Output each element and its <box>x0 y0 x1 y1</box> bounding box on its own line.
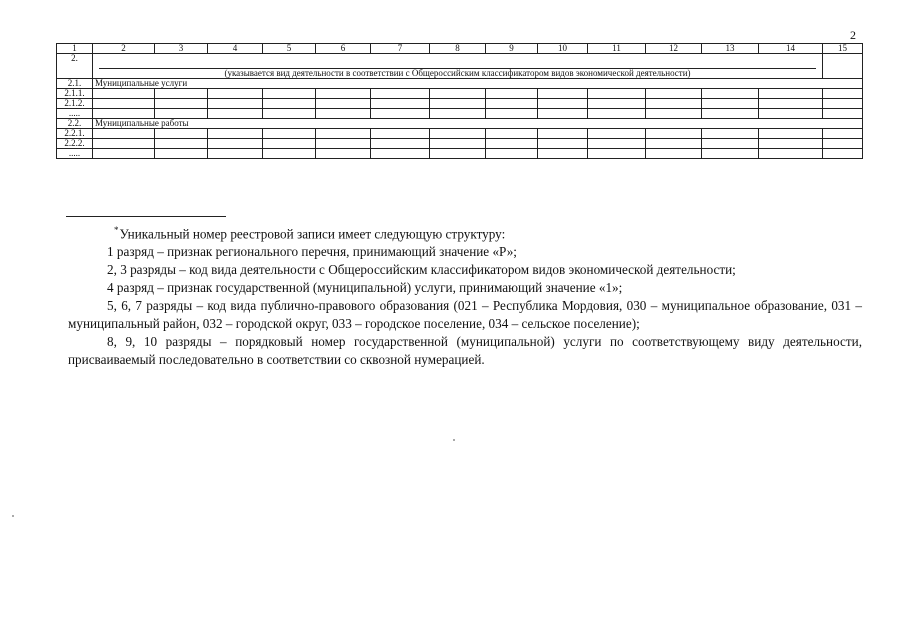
footnote-intro: *Уникальный номер реестровой записи имеет следующую структуру: <box>114 225 506 242</box>
table-cell <box>823 54 863 79</box>
header-cell: 11 <box>588 44 646 54</box>
section-label: Муниципальные работы <box>93 119 863 129</box>
header-cell: 6 <box>316 44 371 54</box>
footnote-marker: * <box>114 225 119 235</box>
header-cell: 1 <box>57 44 93 54</box>
row-number: ..... <box>57 149 93 159</box>
table-row <box>57 139 863 149</box>
scan-speck <box>453 439 455 441</box>
row-number: 2.1.1. <box>57 89 93 99</box>
row-number: 2.2.2. <box>57 139 93 149</box>
header-cell: 3 <box>155 44 208 54</box>
table-row <box>57 129 863 139</box>
header-cell: 2 <box>93 44 155 54</box>
page-number: 2 <box>850 28 856 42</box>
table-row <box>57 89 863 99</box>
row-number: ..... <box>57 109 93 119</box>
footnote-paragraph: 4 разряд – признак государственной (муниципальной) услуги, принимающий значение «1»; <box>107 280 623 296</box>
activity-type-note: (указывается вид деятельности в соответствии с Общероссийским классификатором видов экономической деятельности) <box>224 68 691 78</box>
row-number: 2.1.2. <box>57 99 93 109</box>
footnote-paragraph: 5, 6, 7 разряды – код вида публично-правового образования (021 – Республика Мордовия, 030 – муниципальное образование, 031 – муниципальный район, 032 – городской округ, 033 – городское поселение, 034 – сельское поселение); <box>68 298 862 332</box>
row-number: 2.2.1. <box>57 129 93 139</box>
row-number: 2.1. <box>57 79 93 89</box>
activity-type-note-cell <box>93 54 823 79</box>
table-row <box>57 149 863 159</box>
header-cell: 14 <box>759 44 823 54</box>
header-cell: 15 <box>823 44 863 54</box>
header-cell: 13 <box>702 44 759 54</box>
header-cell: 9 <box>486 44 538 54</box>
table-row-2-1 <box>57 79 863 89</box>
row-number: 2. <box>57 54 93 79</box>
header-cell: 7 <box>371 44 430 54</box>
table-row-2-2 <box>57 119 863 129</box>
header-cell: 10 <box>538 44 588 54</box>
services-table <box>56 43 863 159</box>
header-cell: 4 <box>208 44 263 54</box>
footnote-paragraph: 2, 3 разряды – код вида деятельности с Общероссийским классификатором видов экономической деятельности; <box>107 262 736 278</box>
scan-speck <box>12 515 14 517</box>
footnote-paragraph: 1 разряд – признак регионального перечня, принимающий значение «Р»; <box>107 244 517 260</box>
header-cell: 5 <box>263 44 316 54</box>
footnote-text <box>68 221 862 369</box>
footnote-paragraph: 8, 9, 10 разряды – порядковый номер государственной (муниципальной) услуги по соответствующему виду деятельности, присваиваемый последовательно в соответствии со сквозной нумерацией. <box>68 334 862 368</box>
header-cell: 8 <box>430 44 486 54</box>
header-cell: 12 <box>646 44 702 54</box>
footnote-divider <box>66 216 226 217</box>
table-row-section-2 <box>57 54 863 79</box>
table-row <box>57 109 863 119</box>
section-label: Муниципальные услуги <box>93 79 863 89</box>
table-header-row <box>57 44 863 54</box>
table-row <box>57 99 863 109</box>
row-number: 2.2. <box>57 119 93 129</box>
